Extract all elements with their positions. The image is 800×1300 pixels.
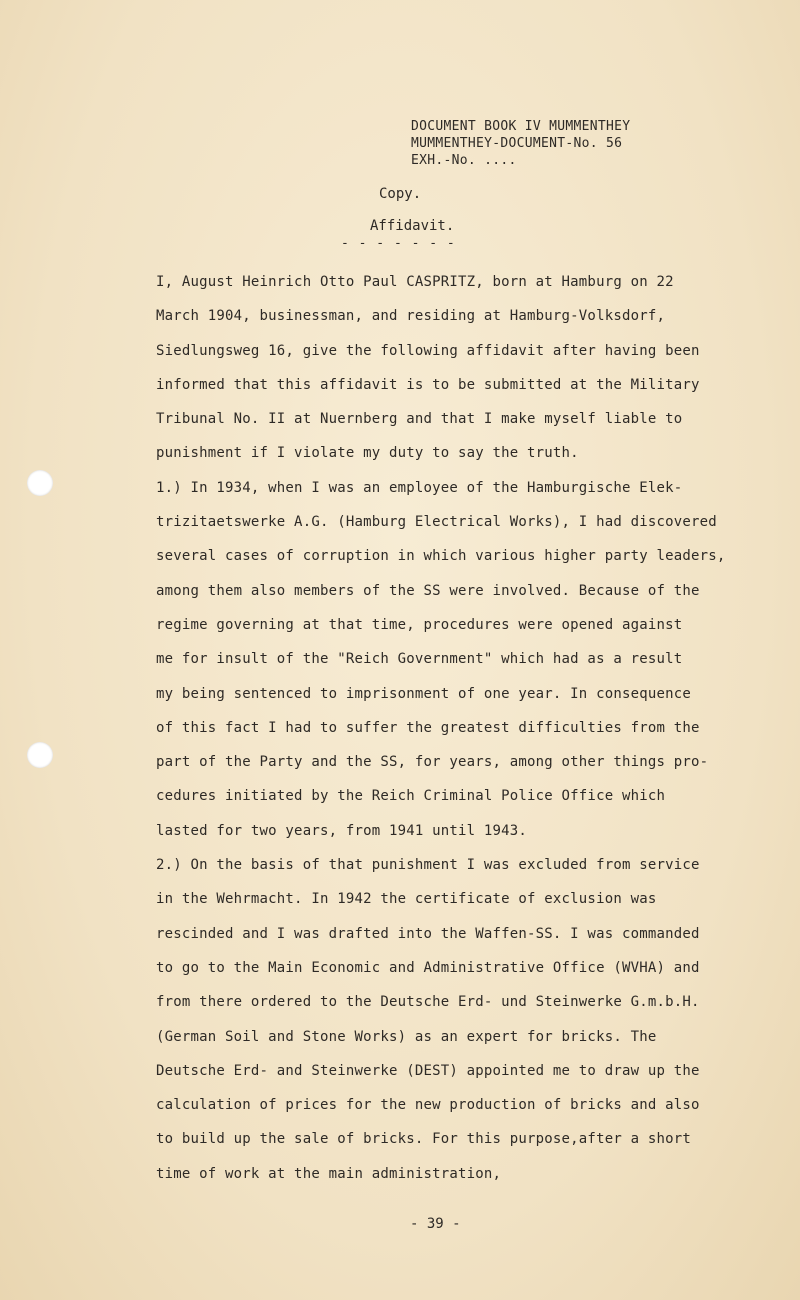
body-line: several cases of corruption in which various higher party leaders,	[156, 548, 726, 565]
body-line: 1.) In 1934, when I was an employee of the Hamburgische Elek-	[156, 479, 683, 496]
header-line-exhibit-number: EXH.-No. ....	[411, 153, 517, 168]
body-line: (German Soil and Stone Works) as an expert for bricks. The	[156, 1028, 657, 1045]
body-line: in the Wehrmacht. In 1942 the certificate of exclusion was	[156, 891, 657, 908]
body-line: me for insult of the "Reich Government" which had as a result	[156, 651, 683, 668]
body-line: informed that this affidavit is to be submitted at the Military	[156, 376, 700, 393]
body-line: to go to the Main Economic and Administrative Office (WVHA) and	[156, 959, 700, 976]
punch-hole-bottom	[27, 742, 53, 768]
body-line: my being sentenced to imprisonment of one year. In consequence	[156, 685, 691, 702]
body-line: cedures initiated by the Reich Criminal Police Office which	[156, 788, 666, 805]
page-number: - 39 -	[410, 1216, 461, 1232]
body-line: March 1904, businessman, and residing at Hamburg-Volksdorf,	[156, 308, 666, 325]
body-line: to build up the sale of bricks. For this purpose,after a short	[156, 1131, 691, 1148]
title-underline: - - - - - - -	[341, 236, 456, 251]
body-line: regime governing at that time, procedures were opened against	[156, 616, 683, 633]
header-line-book: DOCUMENT BOOK IV MUMMENTHEY	[411, 119, 631, 134]
body-line: time of work at the main administration,	[156, 1165, 502, 1182]
body-line: from there ordered to the Deutsche Erd- und Steinwerke G.m.b.H.	[156, 994, 700, 1011]
body-line: trizitaetswerke A.G. (Hamburg Electrical Works), I had discovered	[156, 514, 717, 531]
body-line: punishment if I violate my duty to say the truth.	[156, 445, 579, 462]
body-line: Tribunal No. II at Nuernberg and that I make myself liable to	[156, 411, 683, 428]
document-header	[411, 118, 630, 169]
header-line-document-number: MUMMENTHEY-DOCUMENT-No. 56	[411, 136, 623, 151]
body-line: among them also members of the SS were involved. Because of the	[156, 582, 700, 599]
punch-hole-top	[27, 470, 53, 496]
body-line: Deutsche Erd- and Steinwerke (DEST) appointed me to draw up the	[156, 1062, 700, 1079]
document-title: Affidavit.	[370, 218, 455, 234]
body-line: Siedlungsweg 16, give the following affidavit after having been	[156, 342, 700, 359]
body-line: rescinded and I was drafted into the Waffen-SS. I was commanded	[156, 925, 700, 942]
body-line: of this fact I had to suffer the greatest difficulties from the	[156, 719, 700, 736]
body-line: I, August Heinrich Otto Paul CASPRITZ, born at Hamburg on 22	[156, 274, 674, 290]
body-line: 2.) On the basis of that punishment I was excluded from service	[156, 857, 700, 874]
body-line: part of the Party and the SS, for years, among other things pro-	[156, 754, 709, 771]
body-line: calculation of prices for the new production of bricks and also	[156, 1097, 700, 1114]
copy-label: Copy.	[379, 186, 422, 202]
affidavit-body	[156, 265, 726, 1191]
body-line: lasted for two years, from 1941 until 1943.	[156, 822, 528, 839]
